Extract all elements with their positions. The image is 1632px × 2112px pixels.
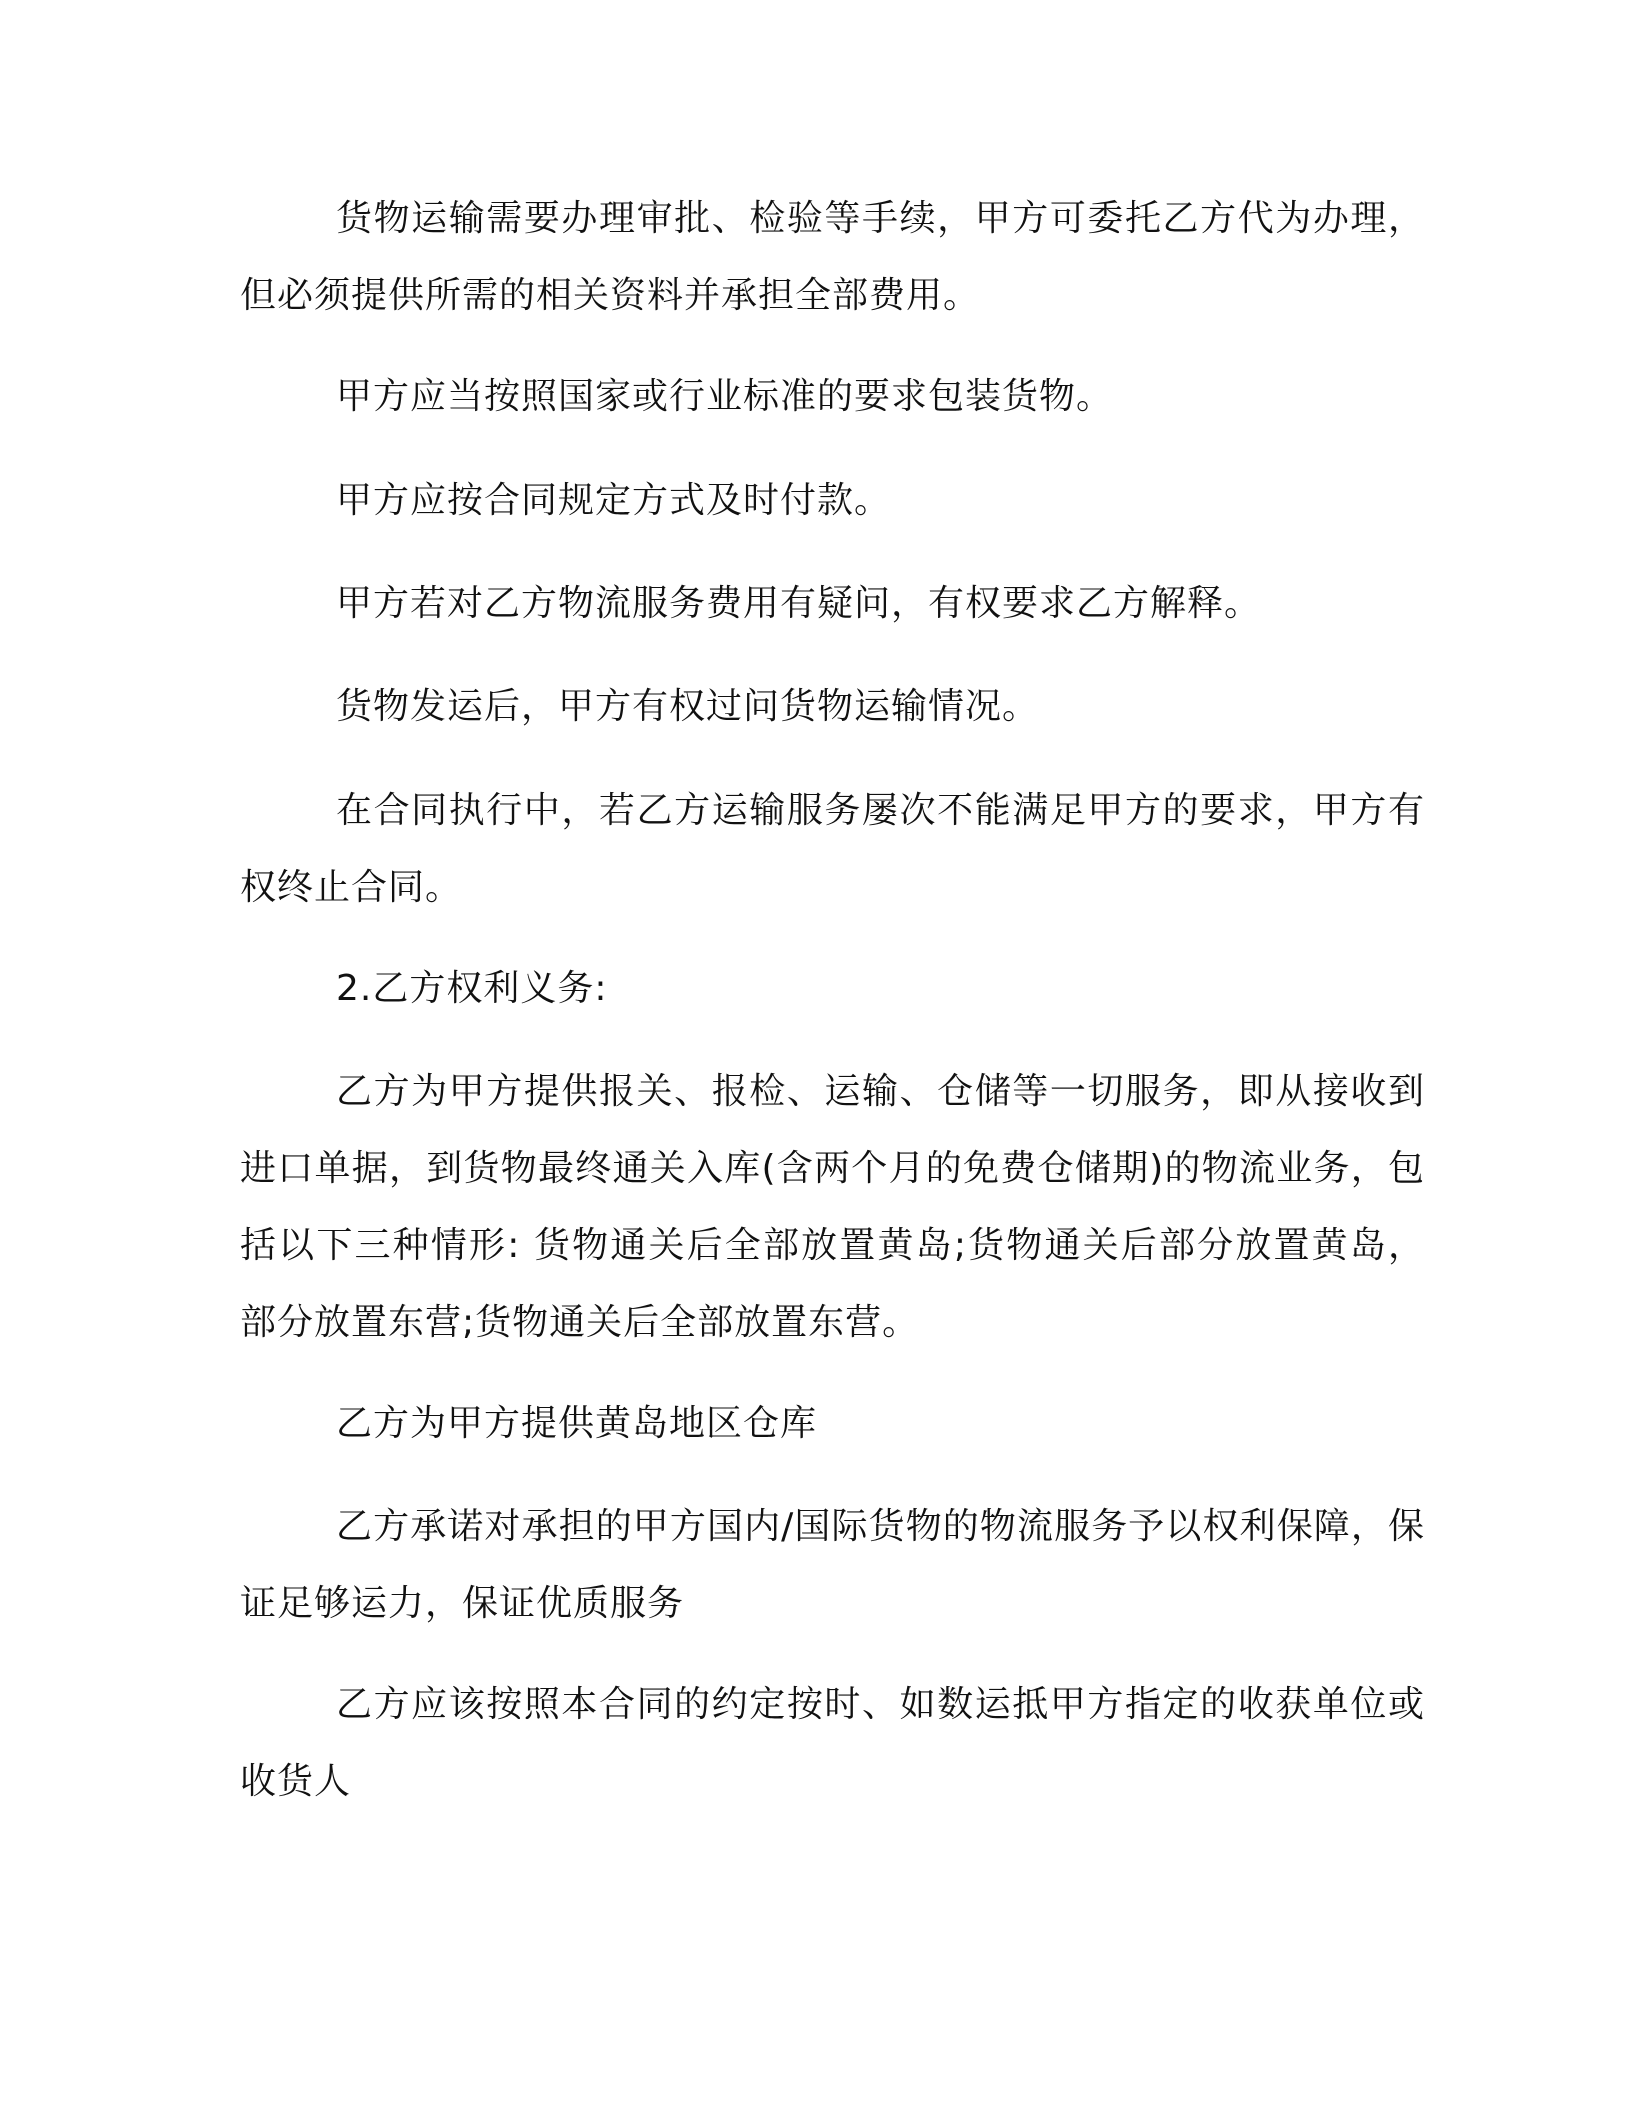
paragraph-4: 甲方若对乙方物流服务费用有疑问，有权要求乙方解释。	[336, 583, 1262, 624]
paragraph-6: 在合同执行中，若乙方运输服务屡次不能满足甲方的要求，甲方有权终止合同。	[240, 790, 1425, 908]
paragraph-3: 甲方应按合同规定方式及时付款。	[336, 480, 892, 521]
paragraph-9: 乙方承诺对承担的甲方国内/国际货物的物流服务予以权利保障，保证足够运力，保证优质服务	[240, 1506, 1425, 1624]
paragraph-8: 乙方为甲方提供黄岛地区仓库	[336, 1403, 818, 1444]
paragraph-2: 甲方应当按照国家或行业标准的要求包装货物。	[336, 376, 1114, 417]
section-heading: 2.乙方权利义务:	[336, 968, 608, 1009]
paragraph-10: 乙方应该按照本合同的约定按时、如数运抵甲方指定的收获单位或收货人	[240, 1684, 1425, 1802]
paragraph-5: 货物发运后，甲方有权过问货物运输情况。	[336, 686, 1040, 727]
paragraph-7: 乙方为甲方提供报关、报检、运输、仓储等一切服务，即从接收到进口单据，到货物最终通关入库(含两个月的免费仓储期)的物流业务，包括以下三种情形: 货物通关后全部放置黄岛;货物通关后部分放置黄岛，部分放置东营;货物通关后全部放置东营。	[240, 1071, 1425, 1343]
paragraph-1: 货物运输需要办理审批、检验等手续，甲方可委托乙方代为办理，但必须提供所需的相关资料并承担全部费用。	[240, 198, 1425, 316]
